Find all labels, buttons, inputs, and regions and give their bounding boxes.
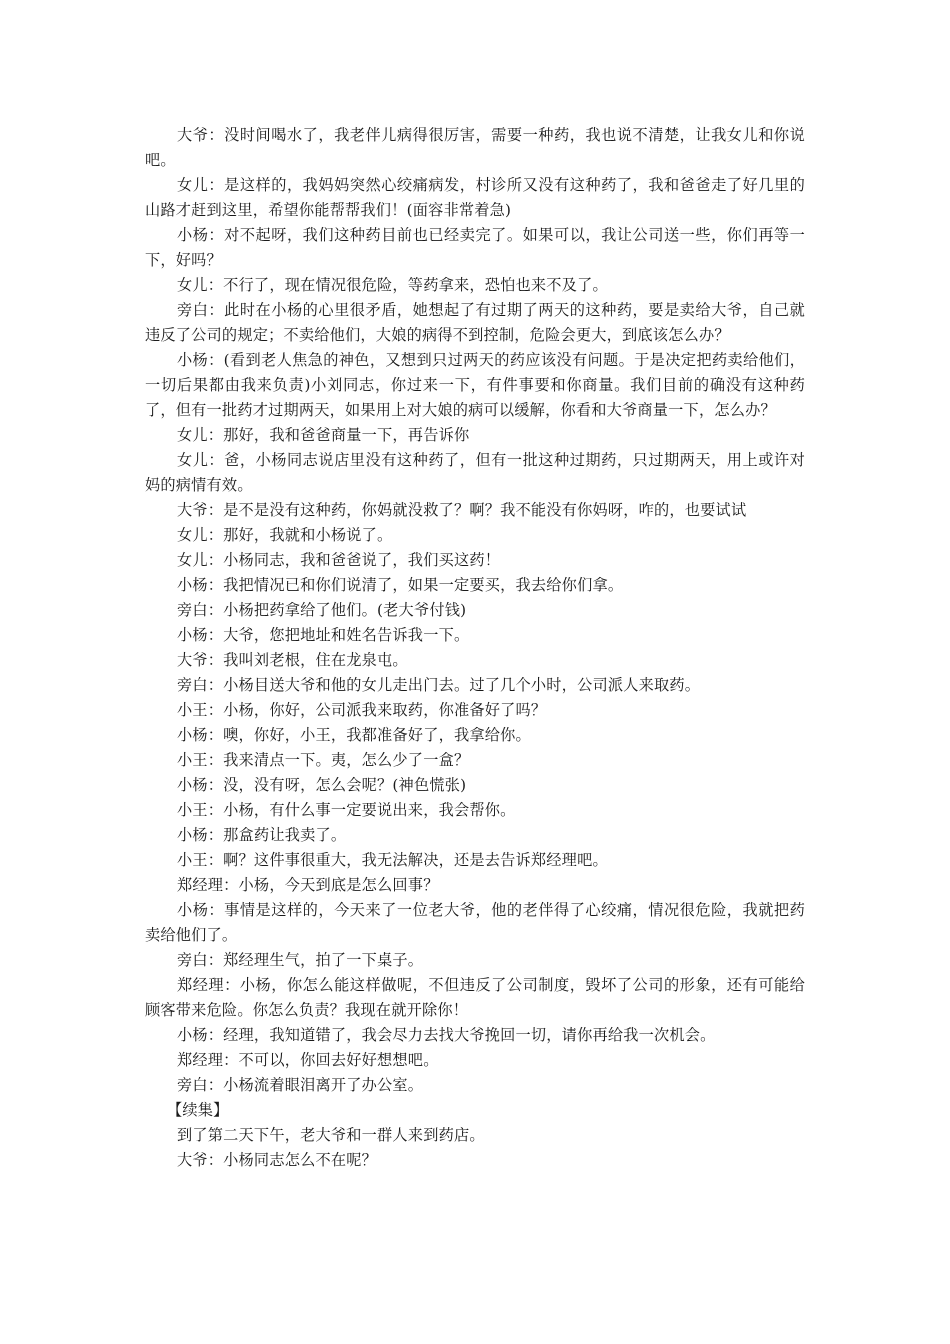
script-body bbox=[145, 123, 805, 1173]
dialogue-line: 小王：啊？这件事很重大，我无法解决，还是去告诉郑经理吧。 bbox=[177, 851, 608, 869]
narration-line: 旁白：小杨把药拿给了他们。(老大爷付钱) bbox=[177, 601, 467, 619]
dialogue-line: 小杨：事情是这样的，今天来了一位老大爷，他的老伴得了心绞痛，情况很危险，我就把药卖给他们了。 bbox=[145, 901, 805, 944]
narration-line: 旁白：此时在小杨的心里很矛盾，她想起了有过期了两天的这种药，要是卖给大爷，自己就违反了公司的规定；不卖给他们，大娘的病得不到控制，危险会更大，到底该怎么办？ bbox=[145, 301, 805, 344]
dialogue-line: 大爷：没时间喝水了，我老伴儿病得很厉害，需要一种药，我也说不清楚，让我女儿和你说吧。 bbox=[145, 126, 805, 169]
dialogue-line: 小杨：经理，我知道错了，我会尽力去找大爷挽回一切，请你再给我一次机会。 bbox=[177, 1026, 716, 1044]
dialogue-line: 小王：小杨，你好，公司派我来取药，你准备好了吗？ bbox=[177, 701, 547, 719]
dialogue-line: 郑经理：不可以，你回去好好想想吧。 bbox=[177, 1051, 439, 1069]
dialogue-line: 小杨：没，没有呀，怎么会呢？(神色慌张) bbox=[177, 776, 467, 794]
dialogue-line: 女儿：爸，小杨同志说店里没有这种药了，但有一批这种过期药，只过期两天，用上或许对妈的病情有效。 bbox=[145, 451, 805, 494]
dialogue-line: 女儿：那好，我和爸爸商量一下，再告诉你 bbox=[177, 426, 470, 444]
dialogue-line: 郑经理：小杨，今天到底是怎么回事？ bbox=[177, 876, 439, 894]
dialogue-line: 大爷：是不是没有这种药，你妈就没救了？啊？我不能没有你妈呀，咋的，也要试试 bbox=[177, 501, 747, 519]
narration-line: 旁白：小杨目送大爷和他的女儿走出门去。过了几个小时，公司派人来取药。 bbox=[177, 676, 701, 694]
dialogue-line: 大爷：我叫刘老根，住在龙泉屯。 bbox=[177, 651, 408, 669]
dialogue-line: 小王：小杨，有什么事一定要说出来，我会帮你。 bbox=[177, 801, 516, 819]
dialogue-line: 小杨：(看到老人焦急的神色，又想到只过两天的药应该没有问题。于是决定把药卖给他们，一切后果都由我来负责)小刘同志，你过来一下，有件事要和你商量。我们目前的确没有这种药了，但有一批药才过期两天，如果用上对大娘的病可以缓解，你看和大爷商量一下，怎么办？ bbox=[145, 351, 805, 419]
narration-line: 旁白：郑经理生气，拍了一下桌子。 bbox=[177, 951, 424, 969]
dialogue-line: 女儿：那好，我就和小杨说了。 bbox=[177, 526, 393, 544]
dialogue-line: 小杨：大爷，您把地址和姓名告诉我一下。 bbox=[177, 626, 470, 644]
dialogue-line: 大爷：小杨同志怎么不在呢？ bbox=[177, 1151, 378, 1169]
dialogue-line: 女儿：不行了，现在情况很危险，等药拿来，恐怕也来不及了。 bbox=[177, 276, 608, 294]
dialogue-line: 女儿：小杨同志，我和爸爸说了，我们买这药！ bbox=[177, 551, 501, 569]
dialogue-line: 小杨：我把情况已和你们说清了，如果一定要买，我去给你们拿。 bbox=[177, 576, 624, 594]
narration-line: 旁白：小杨流着眼泪离开了办公室。 bbox=[177, 1076, 424, 1094]
dialogue-line: 小王：我来清点一下。夷，怎么少了一盒？ bbox=[177, 751, 470, 769]
section-heading: 【续集】 bbox=[167, 1101, 229, 1119]
dialogue-line: 小杨：噢，你好，小王，我都准备好了，我拿给你。 bbox=[177, 726, 531, 744]
narration-line: 到了第二天下午，老大爷和一群人来到药店。 bbox=[177, 1126, 485, 1144]
dialogue-line: 小杨：对不起呀，我们这种药目前也已经卖完了。如果可以，我让公司送一些，你们再等一下，好吗？ bbox=[145, 226, 805, 269]
dialogue-line: 郑经理：小杨，你怎么能这样做呢，不但违反了公司制度，毁坏了公司的形象，还有可能给顾客带来危险。你怎么负责？我现在就开除你！ bbox=[145, 976, 805, 1019]
dialogue-line: 小杨：那盒药让我卖了。 bbox=[177, 826, 347, 844]
dialogue-line: 女儿：是这样的，我妈妈突然心绞痛病发，村诊所又没有这种药了，我和爸爸走了好几里的山路才赶到这里，希望你能帮帮我们！(面容非常着急) bbox=[145, 176, 805, 219]
